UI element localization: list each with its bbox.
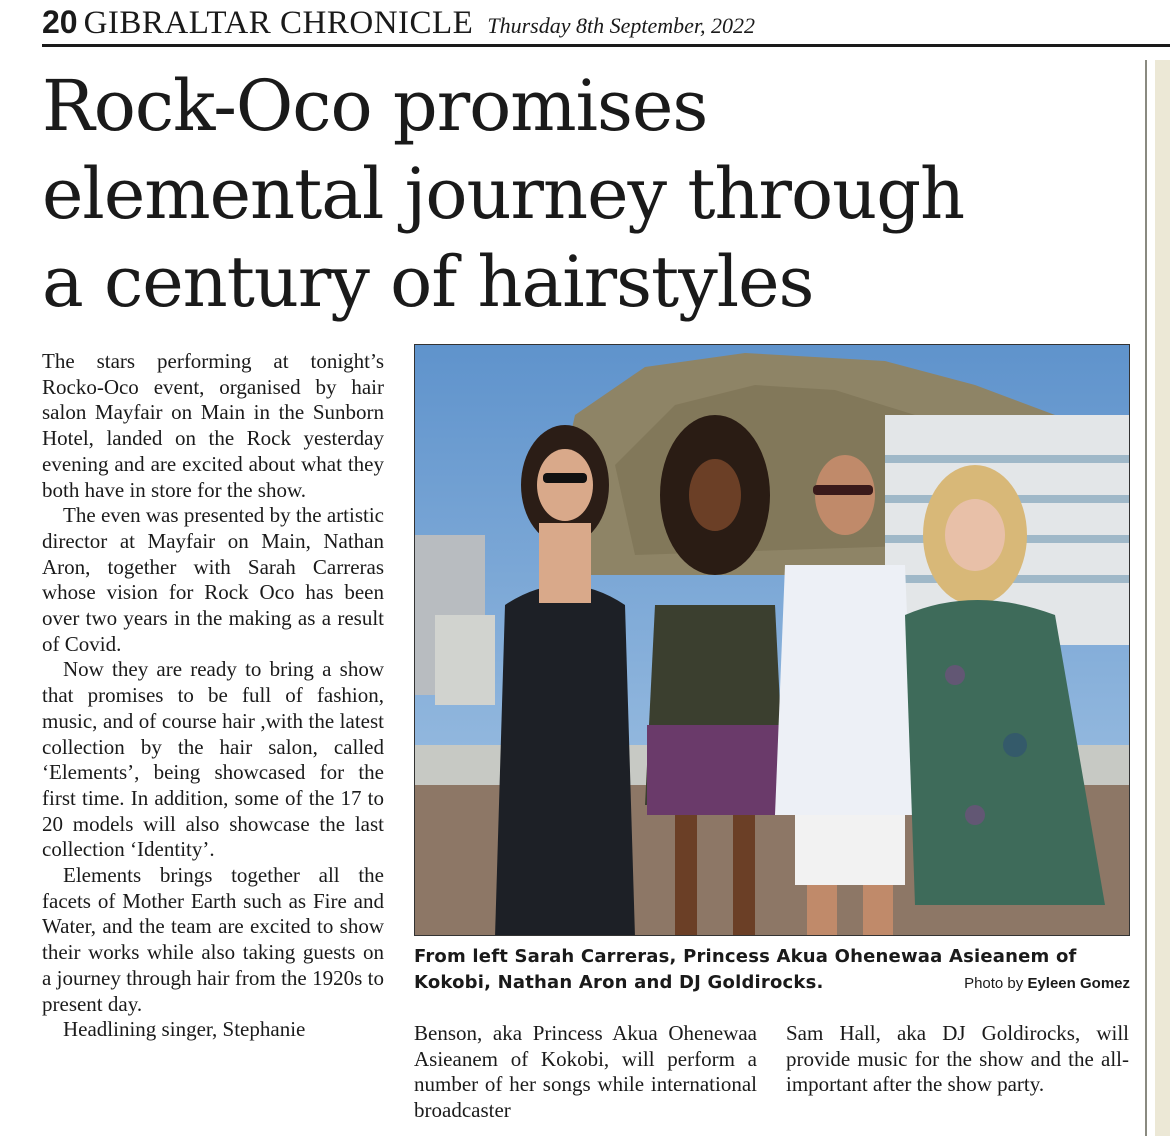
article-paragraph: Sam Hall, aka DJ Goldirocks, will provide music for the show and the all-important after the show party.: [786, 1021, 1129, 1097]
masthead: [42, 4, 1170, 47]
photo-caption: From left Sarah Carreras, Princess Akua Ohenewaa Asieanem of Kokobi, Nathan Aron and DJ Goldirocks.: [414, 946, 1077, 993]
article-column-right: [786, 1021, 1129, 1098]
page-number: 20: [42, 4, 78, 40]
article-paragraph: The stars performing at tonight’s Rocko-Oco event, organised by hair salon Mayfair on Main in the Sunborn Hotel, landed on the Rock yesterday evening and are excited about what they both have in store for the show.: [42, 349, 384, 502]
article-paragraph: The even was presented by the artistic director at Mayfair on Main, Nathan Aron, together with Sarah Carreras whose vision for Rock Oco has been over two years in the making as a result of Covid.: [42, 503, 384, 656]
article-paragraph: Headlining singer, Stephanie: [63, 1017, 306, 1042]
article-column-left: [42, 349, 384, 1043]
photo-illustration: [415, 345, 1130, 936]
photo-credit-label: Photo by: [964, 975, 1024, 992]
headline-line: Rock-Oco promises: [42, 65, 708, 147]
article-photo: [414, 344, 1130, 936]
article-paragraph: Now they are ready to bring a show that promises to be full of fashion, music, and of course hair ,with the latest collection by the hair salon, called ‘Elements’, being showcased for the first time. In addition, some of the 17 to 20 models will also showcase the last collection ‘Identity’.: [42, 657, 384, 862]
adjacent-page-edge: [1155, 60, 1170, 1136]
headline-line: a century of hairstyles: [42, 241, 814, 323]
headline-line: elemental journey through: [42, 153, 965, 235]
newspaper-name: GIBRALTAR CHRONICLE: [83, 5, 474, 41]
photo-credit: [964, 975, 1130, 992]
issue-date: Thursday 8th September, 2022: [487, 13, 755, 38]
headline: [42, 62, 1132, 326]
article-paragraph: Benson, aka Princess Akua Ohenewaa Asieanem of Kokobi, will perform a number of her songs while international broadcaster: [414, 1021, 757, 1123]
article-paragraph: Elements brings together all the facets of Mother Earth such as Fire and Water, and the team are excited to show their works while also taking guests on a journey through hair from the 1920s to present day.: [42, 863, 384, 1016]
column-divider: [1145, 60, 1147, 1136]
photographer-name: Eyleen Gomez: [1027, 975, 1130, 992]
article-column-middle: [414, 1021, 757, 1124]
